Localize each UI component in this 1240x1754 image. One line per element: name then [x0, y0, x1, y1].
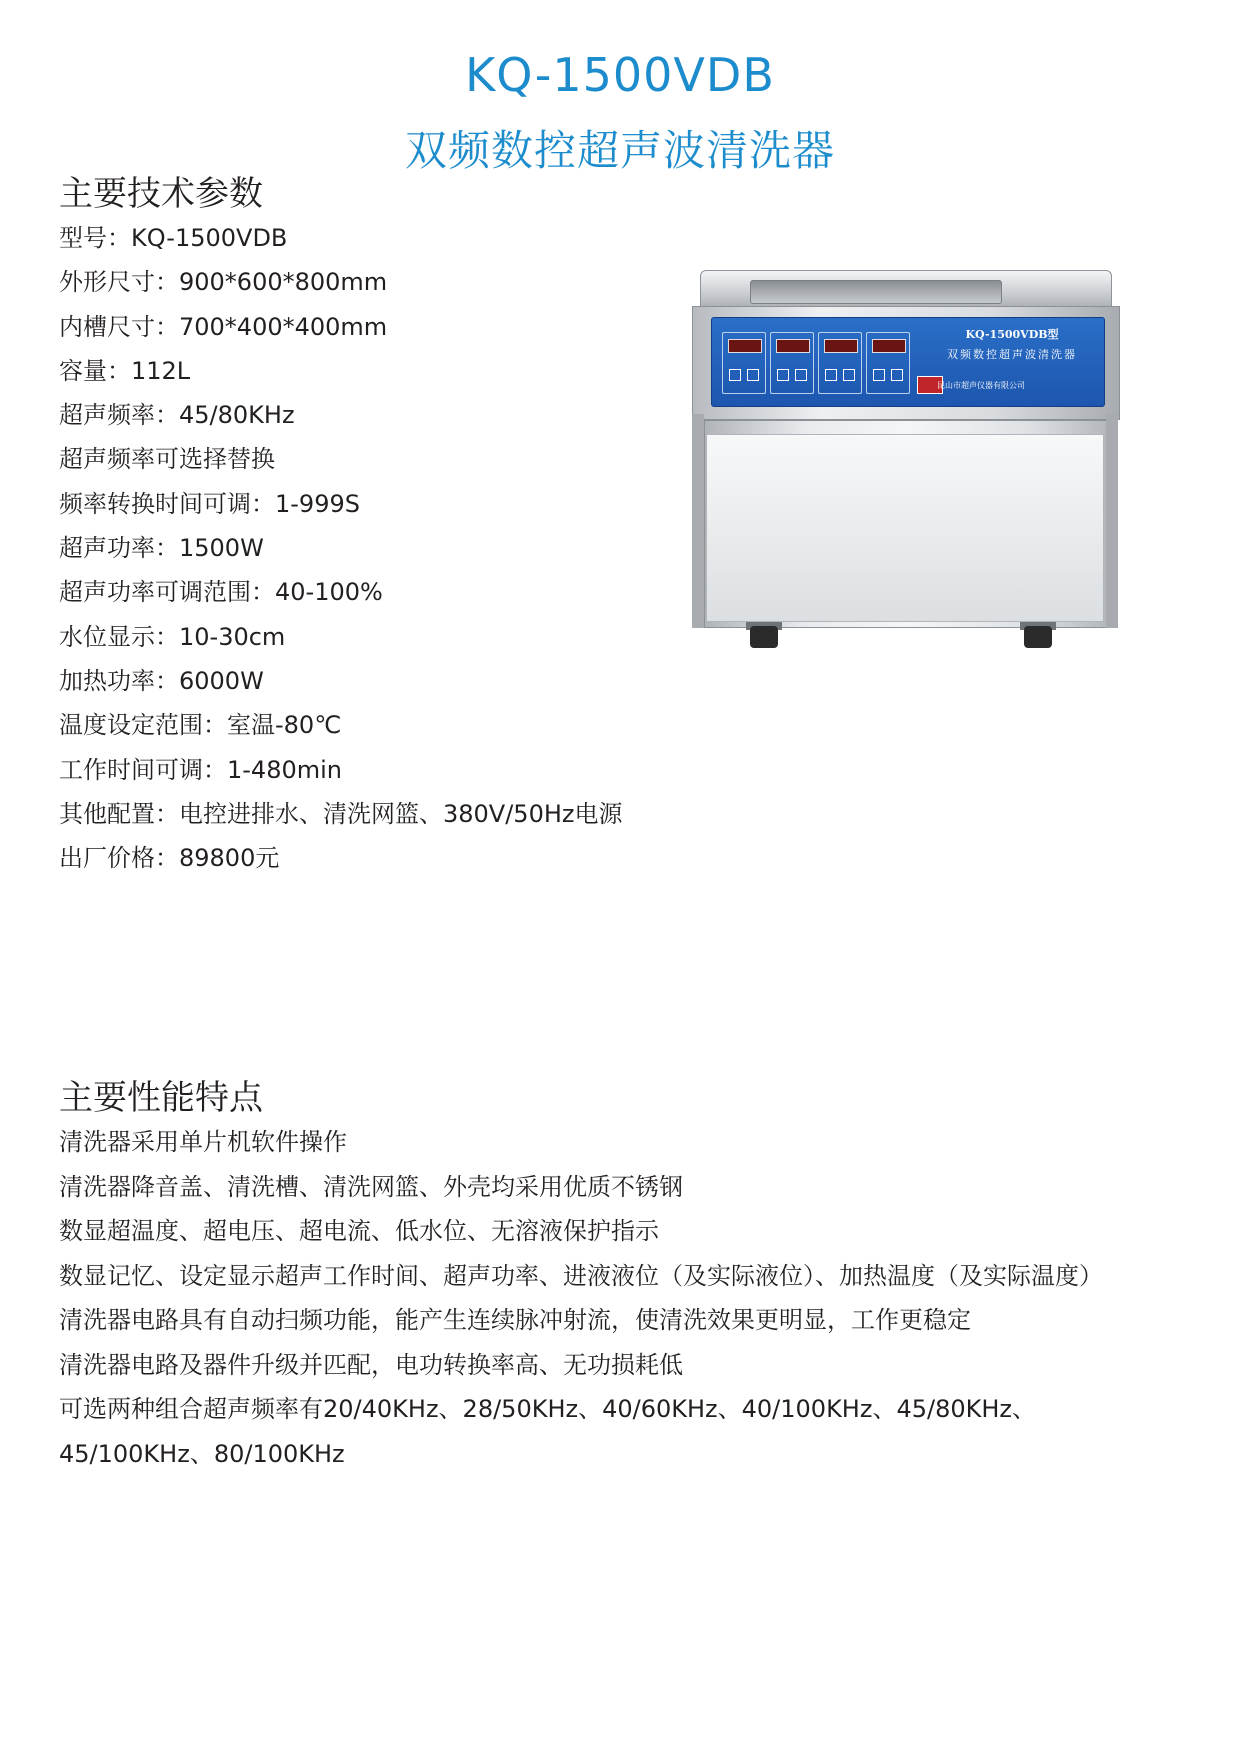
spec-item: 频率转换时间可调：1-999S	[59, 489, 360, 518]
segment-display	[776, 339, 810, 353]
features-heading: 主要性能特点	[59, 1078, 263, 1118]
spec-item: 超声频率可选择替换	[59, 445, 275, 474]
wheel-icon	[1024, 626, 1052, 648]
display-unit	[866, 332, 910, 394]
feature-item: 清洗器电路及器件升级并匹配，电功转换率高、无功损耗低	[59, 1350, 683, 1379]
spec-item: 出厂价格：89800元	[59, 844, 280, 873]
features-list	[59, 1120, 1103, 1476]
panel-button-icon	[873, 369, 885, 381]
display-unit	[722, 332, 766, 394]
feature-item: 清洗器电路具有自动扫频功能，能产生连续脉冲射流，使清洗效果更明显，工作更稳定	[59, 1306, 971, 1334]
spec-item: 温度设定范围：室温-80℃	[59, 711, 342, 740]
segment-display	[824, 339, 858, 353]
panel-product-name: 双频数控超声波清洗器	[947, 348, 1077, 361]
specs-heading: 主要技术参数	[59, 174, 263, 214]
spec-item: 超声功率可调范围：40-100%	[59, 578, 383, 607]
spec-item: 内槽尺寸：700*400*400mm	[59, 312, 388, 341]
segment-display	[728, 339, 762, 353]
spec-item: 工作时间可调：1-480min	[59, 755, 342, 784]
spec-item: 水位显示：10-30cm	[59, 622, 286, 651]
spec-item: 加热功率：6000W	[59, 666, 264, 695]
spec-item: 外形尺寸：900*600*800mm	[59, 268, 388, 297]
spec-item: 其他配置：电控进排水、清洗网篮、380V/50Hz电源	[59, 799, 623, 828]
panel-button-icon	[777, 369, 789, 381]
spec-item: 型号：KQ-1500VDB	[59, 224, 288, 252]
panel-button-icon	[747, 369, 759, 381]
page-title-model: KQ-1500VDB	[465, 48, 775, 102]
feature-item: 数显记忆、设定显示超声工作时间、超声功率、进液液位（及实际液位）、加热温度（及实际温度）	[59, 1261, 1103, 1290]
panel-button-icon	[729, 369, 741, 381]
product-image	[690, 262, 1120, 662]
page-title-product-name: 双频数控超声波清洗器	[404, 126, 835, 175]
spec-item: 容量：112L	[59, 356, 191, 385]
panel-button-icon	[843, 369, 855, 381]
spec-item: 超声频率：45/80KHz	[59, 401, 295, 430]
panel-model-label: KQ-1500VDB型	[965, 328, 1059, 341]
tank-lower-door	[706, 434, 1104, 622]
segment-display	[872, 339, 906, 353]
display-unit	[770, 332, 814, 394]
wheel-icon	[750, 626, 778, 648]
feature-item: 清洗器降音盖、清洗槽、清洗网篮、外壳均采用优质不锈钢	[59, 1172, 683, 1201]
panel-button-icon	[891, 369, 903, 381]
tank-upper-body	[692, 306, 1120, 420]
panel-company-name: 昆山市超声仪器有限公司	[937, 381, 1025, 390]
tank-basin	[750, 280, 1002, 304]
panel-button-icon	[795, 369, 807, 381]
feature-item: 数显超温度、超电压、超电流、低水位、无溶液保护指示	[59, 1217, 659, 1245]
feature-item: 45/100KHz、80/100KHz	[59, 1439, 345, 1468]
specs-list	[59, 216, 623, 880]
control-panel	[711, 317, 1105, 407]
feature-item: 可选两种组合超声频率有20/40KHz、28/50KHz、40/60KHz、40/100KHz、45/80KHz、	[59, 1395, 1037, 1423]
spec-item: 超声功率：1500W	[59, 534, 264, 563]
feature-item: 清洗器采用单片机软件操作	[59, 1128, 347, 1156]
panel-button-icon	[825, 369, 837, 381]
display-unit	[818, 332, 862, 394]
